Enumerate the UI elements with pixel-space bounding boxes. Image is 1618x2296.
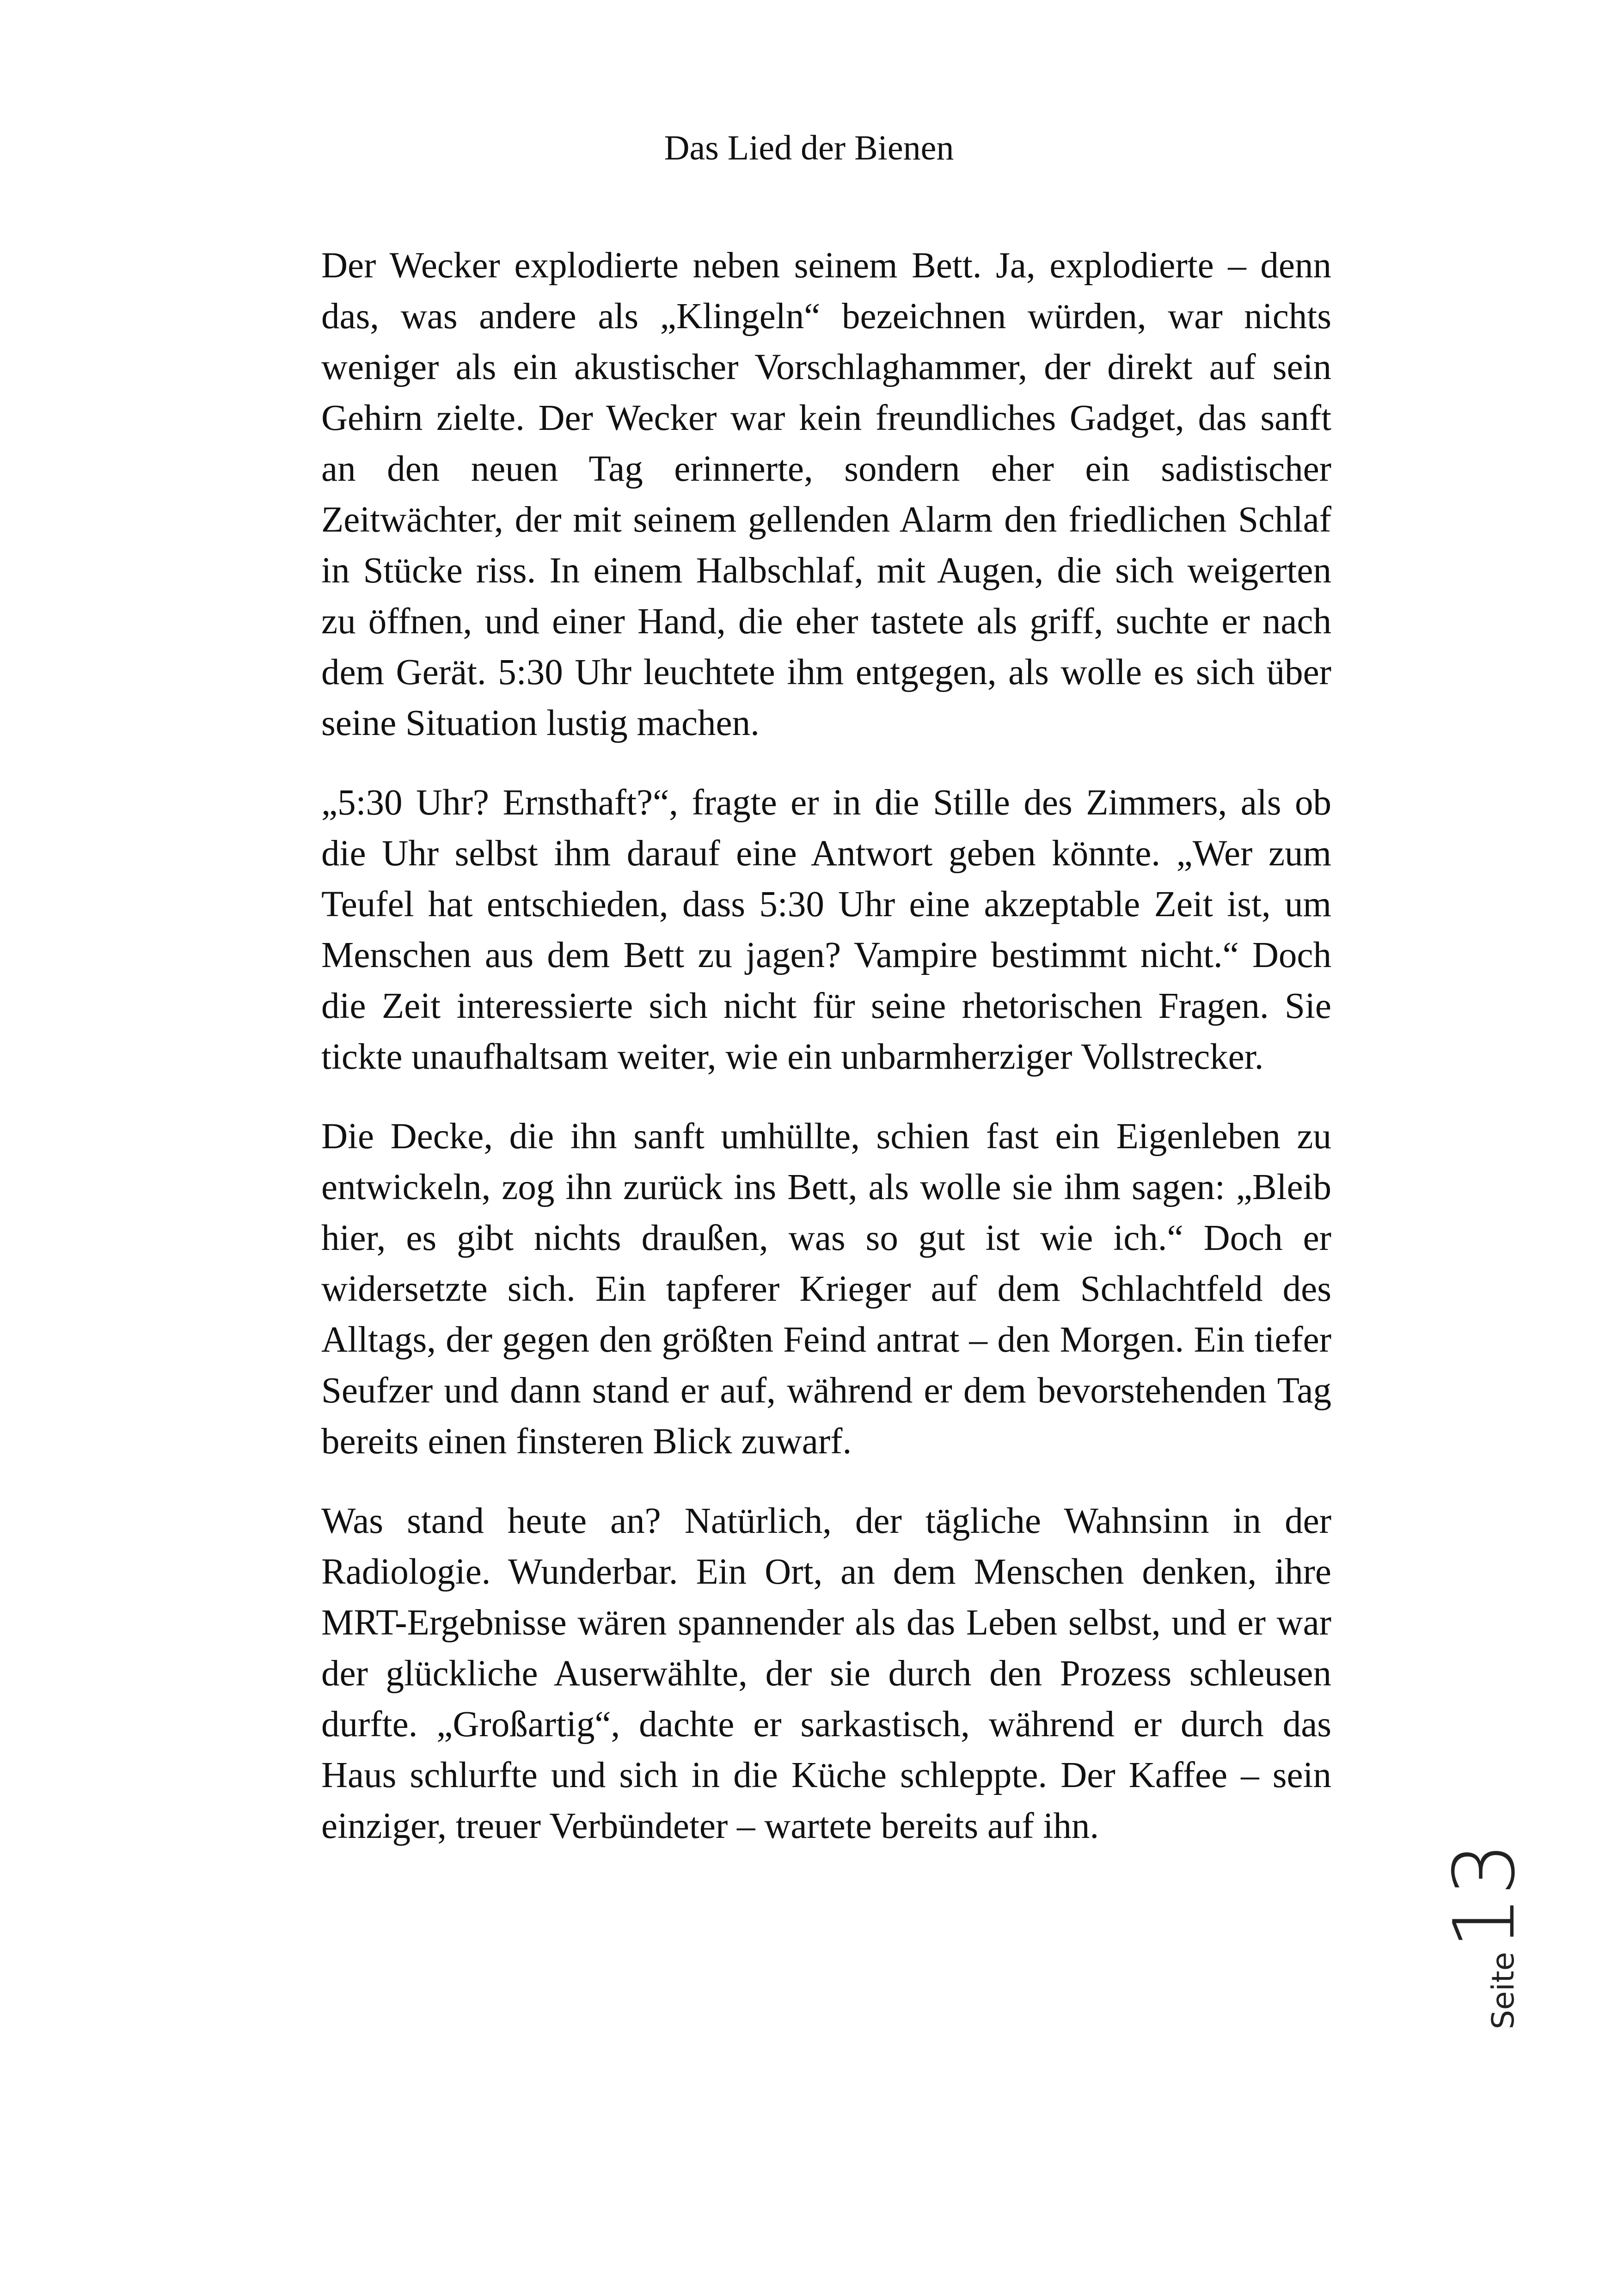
body-text [321, 240, 1331, 1880]
page-number-label: Seite [1485, 1952, 1521, 2029]
page-number-value: 13 [1435, 1842, 1533, 1949]
paragraph-2: „5:30 Uhr? Ernsthaft?“, fragte er in die Stille des Zimmers, als ob die Uhr selbst ihm darauf eine Antwort geben könnte. „Wer zum Teufel hat entschieden, dass 5:30 Uhr eine akzeptable Zeit ist, um Menschen aus dem Bett zu jagen? Vampire bestimmt nicht.“ Doch die Zeit interessierte sich nicht für seine rhetorischen Fragen. Sie tickte unaufhaltsam weiter, wie ein unbarmherziger Vollstrecker. [321, 783, 1331, 1077]
page-number [1435, 1842, 1533, 2029]
paragraph-3: Die Decke, die ihn sanft umhüllte, schien fast ein Eigenleben zu entwickeln, zog ihn zurück ins Bett, als wolle sie ihm sagen: „Bleib hier, es gibt nichts draußen, was so gut ist wie ich.“ Doch er widersetzte sich. Ein tapferer Krieger auf dem Schlachtfeld des Alltags, der gegen den größten Feind antrat – den Morgen. Ein tiefer Seufzer und dann stand er auf, während er dem bevorstehenden Tag bereits einen finsteren Blick zuwarf. [321, 1116, 1331, 1462]
paragraph-4: Was stand heute an? Natürlich, der tägliche Wahnsinn in der Radiologie. Wunderbar. Ein Ort, an dem Menschen denken, ihre MRT-Ergebnisse wären spannender als das Leben selbst, und er war der glückliche Auserwählte, der sie durch den Prozess schleusen durfte. „Großartig“, dachte er sarkastisch, während er durch das Haus schlurfte und sich in die Küche schleppte. Der Kaffee – sein einziger, treuer Verbündeter – wartete bereits auf ihn. [321, 1501, 1331, 1846]
paragraph-1: Der Wecker explodierte neben seinem Bett. Ja, explodierte – denn das, was andere als „Klingeln“ bezeichnen würden, war nichts weniger als ein akustischer Vorschlaghammer, der direkt auf sein Gehirn zielte. Der Wecker war kein freundliches Gadget, das sanft an den neuen Tag erinnerte, sondern eher ein sadistischer Zeitwächter, der mit seinem gellenden Alarm den friedlichen Schlaf in Stücke riss. In einem Halbschlaf, mit Augen, die sich weigerten zu öffnen, und einer Hand, die eher tastete als griff, suchte er nach dem Gerät. 5:30 Uhr leuchtete ihm entgegen, als wolle es sich über seine Situation lustig machen. [321, 245, 1331, 743]
running-title: Das Lied der Bienen [664, 129, 954, 167]
